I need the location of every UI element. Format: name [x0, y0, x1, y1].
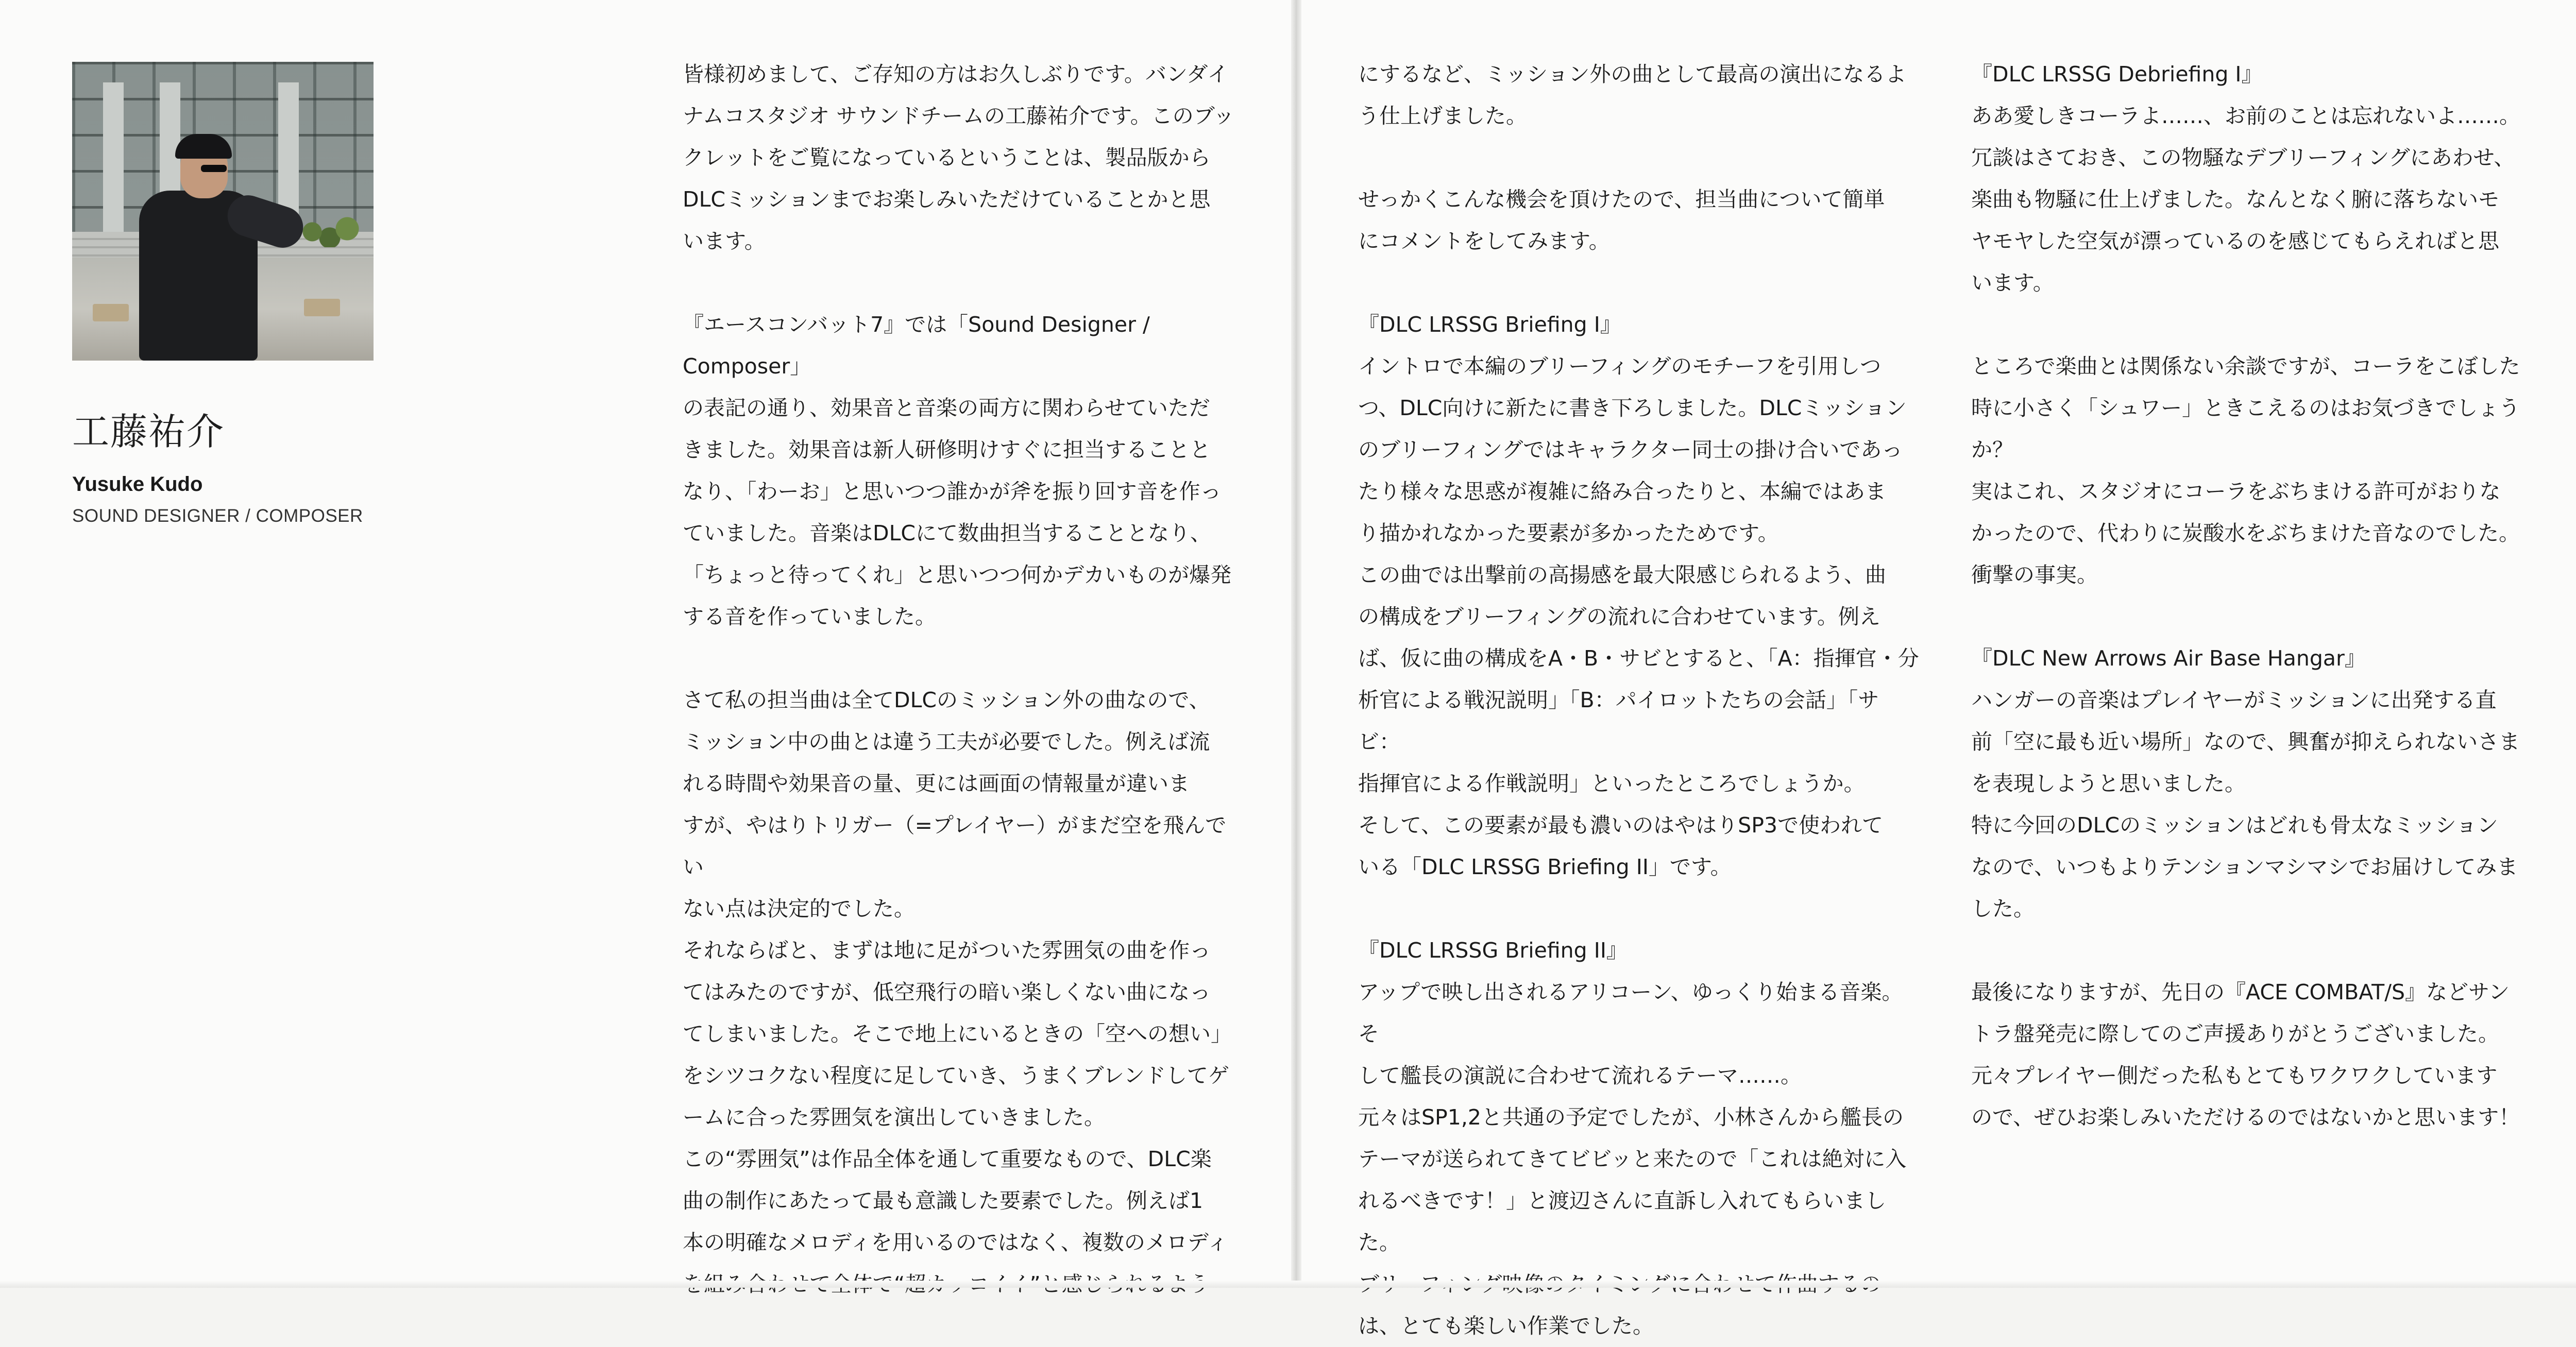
text-line: アップで映し出されるアリコーン、ゆっくり始まる音楽。そ	[1358, 980, 1903, 1046]
text-line: います。	[1971, 270, 2054, 295]
paragraph-gap	[1358, 137, 1920, 179]
text-line: てしまいました。そこで地上にいるときの「空への想い」	[683, 1021, 1232, 1046]
text-line: は、とても楽しい作業でした。	[1358, 1314, 1654, 1338]
text-line: して艦長の演説に合わせて流れるテーマ……。	[1358, 1063, 1802, 1088]
text-line: ていました。音楽はDLCにて数曲担当することとなり、	[683, 521, 1212, 545]
paragraph-gap	[683, 638, 1244, 679]
text-column-2	[1358, 54, 1920, 1347]
text-line: たり様々な思惑が複雑に絡み合ったりと、本編ではあま	[1358, 479, 1886, 504]
text-line: せっかくこんな機会を頂けたので、担当曲について簡単	[1358, 187, 1885, 212]
text-line: した。	[1971, 896, 2035, 921]
profile-photo	[72, 62, 374, 361]
name-japanese: 工藤祐介	[72, 410, 225, 453]
text-line: する音を作っていました。	[683, 604, 936, 629]
text-line: すが、やはりトリガー（=プレイヤー）がまだ空を飛んでい	[683, 813, 1227, 879]
paragraph-gap	[1971, 596, 2538, 638]
text-line: にするなど、ミッション外の曲として最高の演出になるよ	[1358, 62, 1907, 87]
paragraph-gap	[1971, 930, 2538, 971]
text-line: ば、仮に曲の構成をA・B・サビとすると、「A：指揮官・分	[1358, 646, 1919, 671]
text-line: ナムコスタジオ サウンドチームの工藤祐介です。このブッ	[683, 104, 1234, 128]
text-line: きました。効果音は新人研修明けすぐに担当することと	[683, 437, 1211, 462]
page-bottom-edge	[0, 1281, 2576, 1288]
text-line: の構成をブリーフィングの流れに合わせています。例え	[1358, 604, 1880, 629]
text-line: の表記の通り、効果音と音楽の両方に関わらせていただ	[683, 396, 1210, 420]
text-line: にコメントをしてみます。	[1358, 229, 1610, 253]
text-line: 元々プレイヤー側だった私もとてもワクワクしています	[1971, 1063, 2498, 1088]
text-column-1	[683, 54, 1244, 1305]
text-line: 楽曲も物騒に仕上げました。なんとなく腑に落ちないモ	[1971, 187, 2499, 212]
text-column-3	[1971, 54, 2538, 1138]
text-line: います。	[683, 229, 766, 253]
text-line: れるべきです！」と渡辺さんに直訴し入れてもらいました。	[1358, 1188, 1886, 1255]
text-line: 冗談はさておき、この物騒なデブリーフィングにあわせ、	[1971, 145, 2515, 170]
text-line: ああ愛しきコーラよ……、お前のことは忘れないよ……。	[1971, 104, 2520, 128]
text-line: つ、DLC向けに新たに書き下ろしました。DLCミッション	[1358, 396, 1907, 420]
text-line: てはみたのですが、低空飛行の暗い楽しくない曲になっ	[683, 980, 1211, 1004]
page-gutter	[1291, 0, 1301, 1288]
text-line: イントロで本編のブリーフィングのモチーフを引用しつ	[1358, 354, 1882, 379]
text-line: 曲の制作にあたって最も意識した要素でした。例えば1	[683, 1188, 1204, 1213]
text-line: 皆様初めまして、ご存知の方はお久しぶりです。バンダイ	[683, 62, 1229, 87]
text-line: トラ盤発売に際してのご声援ありがとうございました。	[1971, 1021, 2499, 1046]
text-line: のブリーフィングではキャラクター同士の掛け合いであっ	[1358, 437, 1903, 462]
text-line: 特に今回のDLCのミッションはどれも骨太なミッション	[1971, 813, 2498, 838]
paragraph-gap	[1358, 262, 1920, 304]
name-english: Yusuke Kudo	[72, 473, 203, 496]
text-line: ない点は決定的でした。	[683, 896, 915, 921]
text-line: 前「空に最も近い場所」なので、興奮が抑えられないさま	[1971, 729, 2520, 754]
text-line: を表現しようと思いました。	[1971, 771, 2246, 796]
text-line: う仕上げました。	[1358, 104, 1527, 128]
text-line: 時に小さく「シュワー」ときこえるのはお気づきでしょうか？	[1971, 396, 2520, 462]
text-line: 『エースコンバット7』では「Sound Designer / Composer」	[683, 312, 1150, 379]
paragraph-gap	[1358, 888, 1920, 930]
text-line: ハンガーの音楽はプレイヤーがミッションに出発する直	[1971, 688, 2497, 712]
text-line: そして、この要素が最も濃いのはやはりSP3で使われて	[1358, 813, 1884, 838]
text-line: り描かれなかった要素が多かったためです。	[1358, 521, 1779, 545]
text-line: 最後になりますが、先日の『ACE COMBAT/S』などサン	[1971, 980, 2510, 1004]
text-line: テーマが送られてきてビビッと来たので「これは絶対に入	[1358, 1147, 1907, 1171]
text-line: それならばと、まずは地に足がついた雰囲気の曲を作っ	[683, 938, 1211, 963]
text-line: 『DLC LRSSG Briefing II』	[1358, 938, 1628, 963]
text-line: かったので、代わりに炭酸水をぶちまけた音なのでした。	[1971, 521, 2520, 545]
text-line: なので、いつもよりテンションマシマシでお届けしてみま	[1971, 855, 2518, 879]
text-line: 指揮官による作戦説明」といったところでしょうか。	[1358, 771, 1865, 796]
text-line: この曲では出撃前の高揚感を最大限感じられるよう、曲	[1358, 562, 1886, 587]
role-title: SOUND DESIGNER / COMPOSER	[72, 506, 363, 526]
text-line: 実はこれ、スタジオにコーラをぶちまける許可がおりな	[1971, 479, 2501, 504]
text-line: ヤモヤした空気が漂っているのを感じてもらえればと思	[1971, 229, 2499, 253]
text-line: さて私の担当曲は全てDLCのミッション外の曲なので、	[683, 688, 1210, 712]
text-line: いる「DLC LRSSG Briefing II」です。	[1358, 855, 1732, 879]
text-line: 本の明確なメロディを用いるのではなく、複数のメロディ	[683, 1230, 1228, 1255]
text-line: この“雰囲気”は作品全体を通して重要なもので、DLC楽	[683, 1147, 1212, 1171]
text-line: DLCミッションまでお楽しみいただけていることかと思	[683, 187, 1211, 212]
text-line: 衝撃の事実。	[1971, 562, 2098, 587]
text-line: ームに合った雰囲気を演出していきました。	[683, 1105, 1105, 1130]
text-line: 『DLC New Arrows Air Base Hangar』	[1971, 646, 2366, 671]
paragraph-gap	[1971, 304, 2538, 346]
text-line: クレットをご覧になっているということは、製品版から	[683, 145, 1211, 170]
text-line: 『DLC LRSSG Briefing I』	[1358, 312, 1621, 337]
text-line: をシツコクない程度に足していき、うまくブレンドしてゲ	[683, 1063, 1229, 1088]
text-line: 『DLC LRSSG Debriefing I』	[1971, 62, 2263, 87]
text-line: 析官による戦況説明」「B：パイロットたちの会話」「サビ：	[1358, 688, 1879, 754]
text-line: ミッション中の曲とは違う工夫が必要でした。例えば流	[683, 729, 1210, 754]
text-line: 「ちょっと待ってくれ」と思いつつ何かデカいものが爆発	[683, 562, 1232, 587]
text-line: ところで楽曲とは関係ない余談ですが、コーラをこぼした	[1971, 354, 2520, 379]
paragraph-gap	[683, 262, 1244, 304]
text-line: れる時間や効果音の量、更には画面の情報量が違いま	[683, 771, 1190, 796]
text-line: なり、「わーお」と思いつつ誰かが斧を振り回す音を作っ	[683, 479, 1222, 504]
text-line: ので、ぜひお楽しみいただけるのではないかと思います！	[1971, 1105, 2520, 1130]
text-line: 元々はSP1,2と共通の予定でしたが、小林さんから艦長の	[1358, 1105, 1904, 1130]
